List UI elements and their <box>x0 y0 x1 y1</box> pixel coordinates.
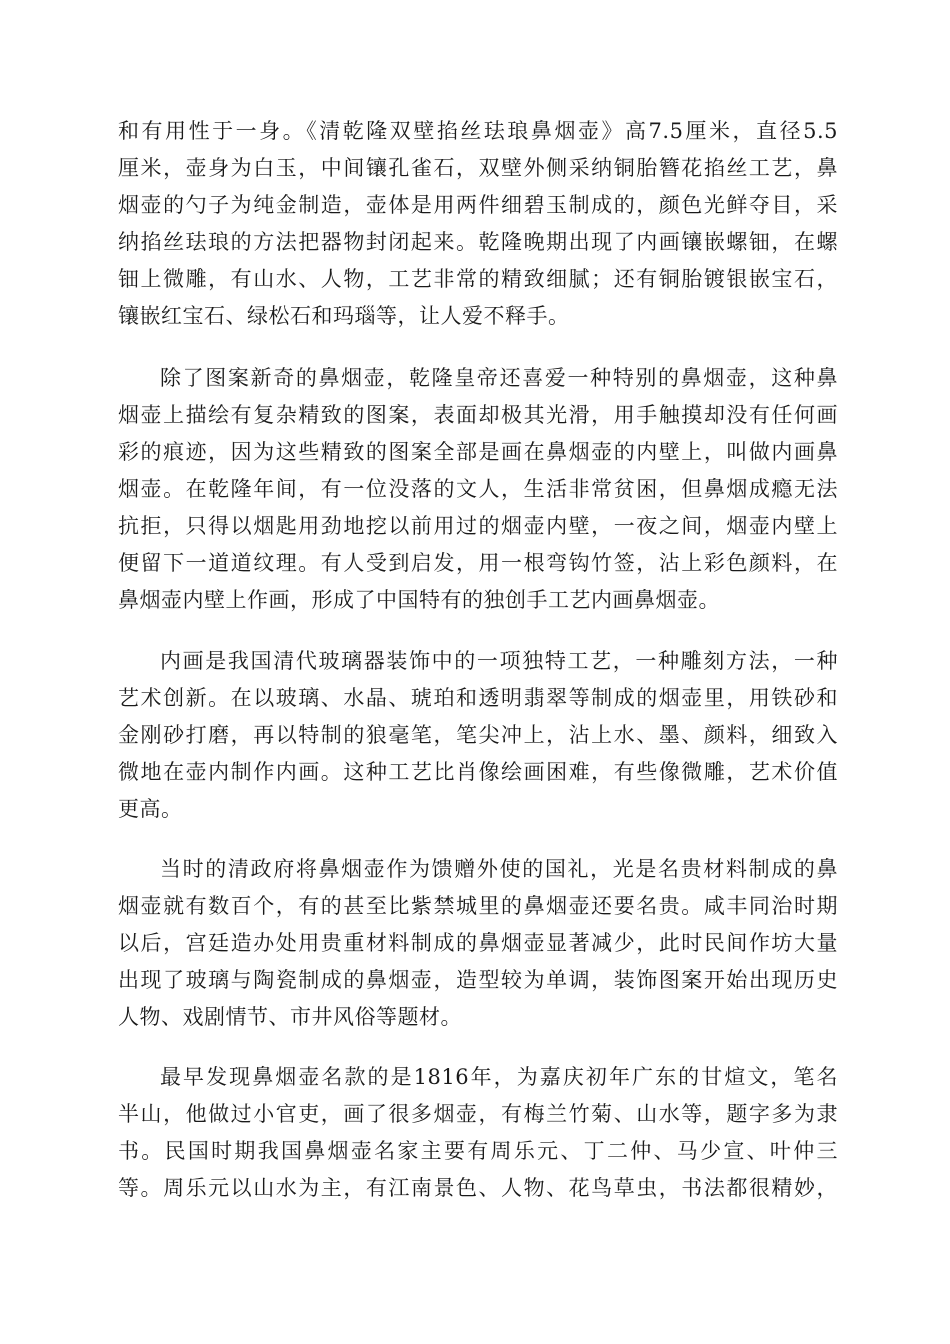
text-line: 微地在壶内制作内画。这种工艺比肖像绘画困难，有些像微雕，艺术价值 <box>118 760 838 784</box>
paragraph-first-line: 当时的清政府将鼻烟壶作为馈赠外使的国礼，光是名贵材料制成的鼻 <box>160 857 838 881</box>
text-line: 彩的痕迹，因为这些精致的图案全部是画在鼻烟壶的内壁上，叫做内画鼻 <box>118 440 838 464</box>
paragraph-first-line: 除了图案新奇的鼻烟壶，乾隆皇帝还喜爱一种特别的鼻烟壶，这种鼻 <box>160 366 838 390</box>
text-line: 镶嵌红宝石、绿松石和玛瑙等，让人爱不释手。 <box>118 304 570 328</box>
text-line: 烟壶就有数百个，有的甚至比紫禁城里的鼻烟壶还要名贵。咸丰同治时期 <box>118 894 838 918</box>
text-line: 书。民国时期我国鼻烟壶名家主要有周乐元、丁二仲、马少宣、叶仲三 <box>118 1139 838 1163</box>
text-line: 纳掐丝珐琅的方法把器物封闭起来。乾隆晚期出现了内画镶嵌螺钿，在螺 <box>118 230 838 254</box>
text-line: 厘米，壶身为白玉，中间镶孔雀石，双壁外侧采纳铜胎簪花掐丝工艺，鼻 <box>118 156 838 180</box>
text-line: 烟壶。在乾隆年间，有一位没落的文人，生活非常贫困，但鼻烟成瘾无法 <box>118 477 838 501</box>
text-line: 金刚砂打磨，再以特制的狼毫笔，笔尖冲上，沾上水、墨、颜料，细致入 <box>118 723 838 747</box>
text-line: 更高。 <box>118 797 183 821</box>
text-line: 半山，他做过小官吏，画了很多烟壶，有梅兰竹菊、山水等，题字多为隶 <box>118 1102 838 1126</box>
text-line: 鼻烟壶内壁上作画，形成了中国特有的独创手工艺内画鼻烟壶。 <box>118 588 720 612</box>
text-line: 和有用性于一身。《清乾隆双壁掐丝珐琅鼻烟壶》高7.5厘米，直径5.5 <box>118 119 838 143</box>
text-line: 烟壶的勺子为纯金制造，壶体是用两件细碧玉制成的，颜色光鲜夺目，采 <box>118 193 838 217</box>
text-line: 人物、戏剧情节、市井风俗等题材。 <box>118 1005 462 1029</box>
text-line: 等。周乐元以山水为主，有江南景色、人物、花鸟草虫，书法都很精妙， <box>118 1176 838 1200</box>
text-line: 抗拒，只得以烟匙用劲地挖以前用过的烟壶内壁，一夜之间，烟壶内壁上 <box>118 514 838 538</box>
text-line: 烟壶上描绘有复杂精致的图案，表面却极其光滑，用手触摸却没有任何画 <box>118 403 838 427</box>
paragraph-first-line: 最早发现鼻烟壶名款的是1816年，为嘉庆初年广东的甘煊文，笔名 <box>160 1065 838 1089</box>
text-line: 艺术创新。在以玻璃、水晶、琥珀和透明翡翠等制成的烟壶里，用铁砂和 <box>118 686 838 710</box>
text-line: 出现了玻璃与陶瓷制成的鼻烟壶，造型较为单调，装饰图案开始出现历史 <box>118 968 838 992</box>
text-line: 便留下一道道纹理。有人受到启发，用一根弯钩竹签，沾上彩色颜料，在 <box>118 551 838 575</box>
text-line: 以后，宫廷造办处用贵重材料制成的鼻烟壶显著减少，此时民间作坊大量 <box>118 931 838 955</box>
paragraph-first-line: 内画是我国清代玻璃器装饰中的一项独特工艺，一种雕刻方法，一种 <box>160 649 838 673</box>
text-line: 钿上微雕，有山水、人物，工艺非常的精致细腻；还有铜胎镀银嵌宝石， <box>118 267 838 291</box>
